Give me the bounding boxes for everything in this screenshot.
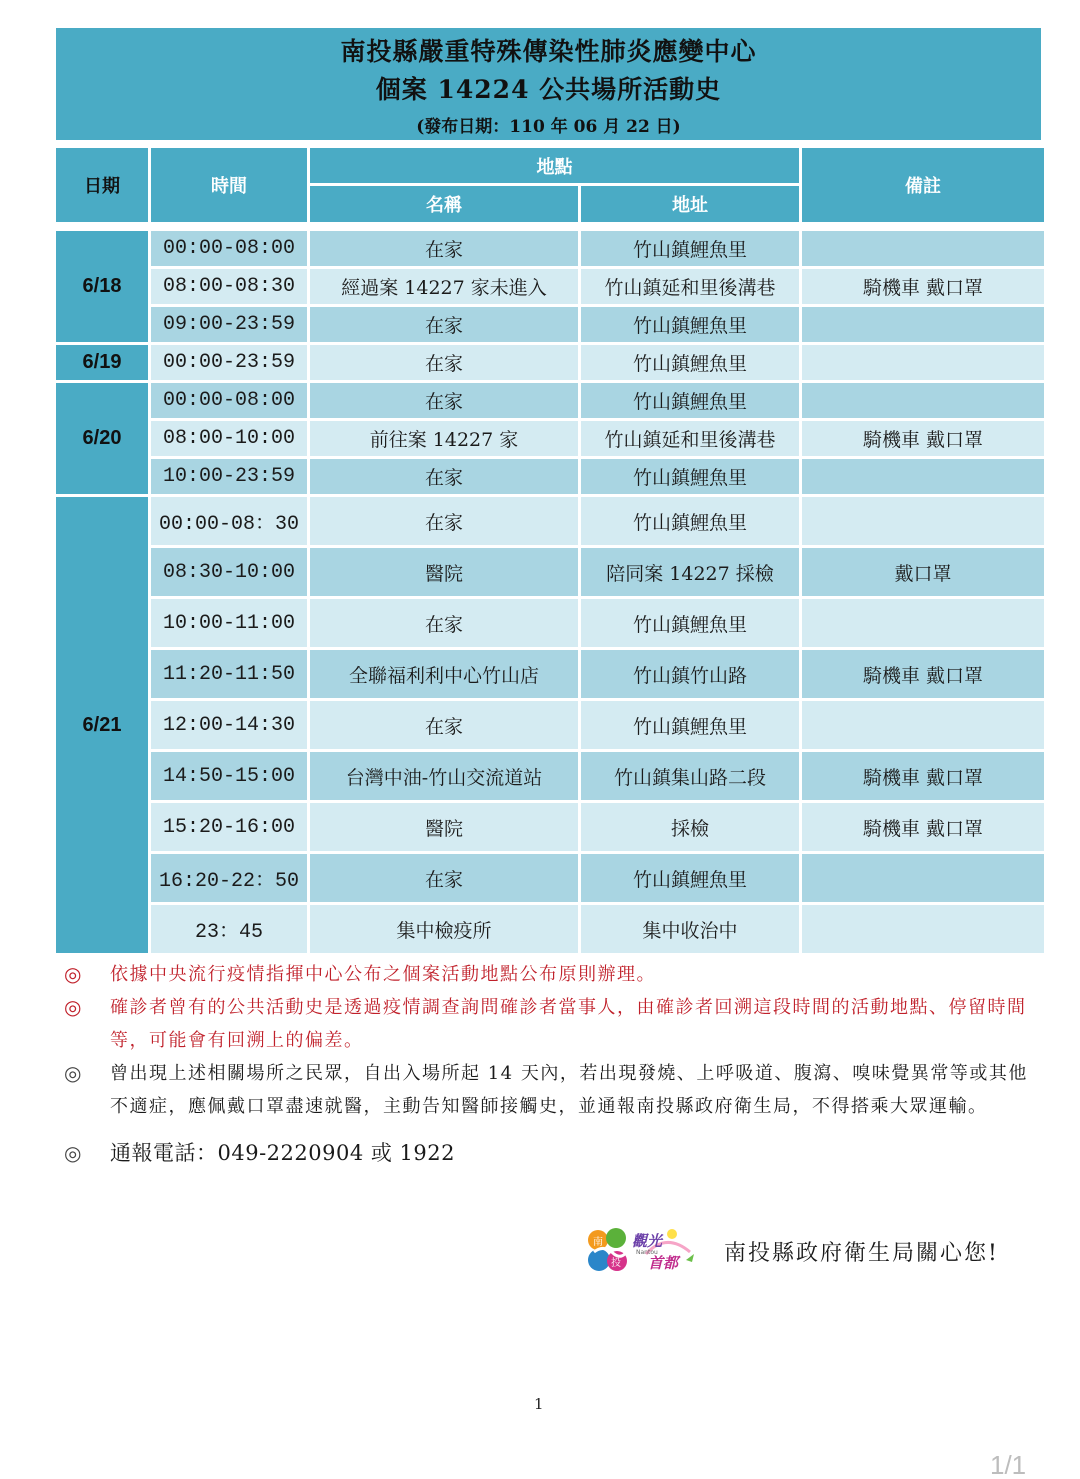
address-cell: 竹山鎮延和里後溝巷 xyxy=(581,269,799,304)
activity-table xyxy=(53,145,1047,956)
time-cell: 10:00-23:59 xyxy=(151,459,307,494)
note-cell: 騎機車 戴口罩 xyxy=(802,269,1044,304)
address-cell: 集中收治中 xyxy=(581,905,799,953)
table-row xyxy=(56,231,1044,266)
note-cell xyxy=(802,854,1044,902)
time-cell: 14:50-15:00 xyxy=(151,752,307,800)
table-row xyxy=(56,803,1044,851)
page-count-indicator: 1/1 xyxy=(990,1450,1027,1479)
note-cell: 騎機車 戴口罩 xyxy=(802,650,1044,698)
time-cell: 00:00-08:00 xyxy=(151,383,307,418)
signature-text: 南投縣政府衛生局關心您! xyxy=(724,1241,999,1266)
place-name-cell: 在家 xyxy=(310,599,578,647)
table-row xyxy=(56,459,1044,494)
note-cell xyxy=(802,345,1044,380)
time-cell: 00:00-23:59 xyxy=(151,345,307,380)
note-cell: 騎機車 戴口罩 xyxy=(802,803,1044,851)
note-cell: 騎機車 戴口罩 xyxy=(802,421,1044,456)
place-name-cell: 在家 xyxy=(310,307,578,342)
svg-text:Nantou: Nantou xyxy=(636,1249,658,1256)
note-cell xyxy=(802,383,1044,418)
column-header-name: 名稱 xyxy=(310,186,578,222)
title-case: 個案 14224 公共場所活動史 xyxy=(375,75,722,104)
table-row xyxy=(56,497,1044,545)
table-row xyxy=(56,650,1044,698)
page-number: 1 xyxy=(534,1395,544,1413)
time-cell: 10:00-11:00 xyxy=(151,599,307,647)
column-header-address: 地址 xyxy=(581,186,799,222)
note-cell xyxy=(802,497,1044,545)
bullet-icon: ◎ xyxy=(64,995,83,1019)
address-cell: 竹山鎮鯉魚里 xyxy=(581,701,799,749)
table-row xyxy=(56,269,1044,304)
place-name-cell: 全聯福利利中心竹山店 xyxy=(310,650,578,698)
place-name-cell: 醫院 xyxy=(310,548,578,596)
place-name-cell: 在家 xyxy=(310,459,578,494)
date-cell: 6/19 xyxy=(56,345,148,380)
note-cell xyxy=(802,307,1044,342)
notes-section xyxy=(62,958,1037,1170)
address-cell: 竹山鎮鯉魚里 xyxy=(581,599,799,647)
table-row xyxy=(56,752,1044,800)
table-row xyxy=(56,701,1044,749)
time-cell: 15:20-16:00 xyxy=(151,803,307,851)
place-name-cell: 在家 xyxy=(310,345,578,380)
address-cell: 陪同案 14227 採檢 xyxy=(581,548,799,596)
bullet-icon: ◎ xyxy=(64,1061,83,1085)
bullet-icon: ◎ xyxy=(64,1141,82,1165)
address-cell: 竹山鎮鯉魚里 xyxy=(581,497,799,545)
address-cell: 竹山鎮鯉魚里 xyxy=(581,231,799,266)
address-cell: 竹山鎮鯉魚里 xyxy=(581,307,799,342)
date-cell: 6/20 xyxy=(56,383,148,494)
place-name-cell: 集中檢疫所 xyxy=(310,905,578,953)
place-name-cell: 在家 xyxy=(310,701,578,749)
note-text: 確診者曾有的公共活動史是透過疫情調查詢問確診者當事人，由確診者回溯這段時間的活動地點、停留時間等，可能會有回溯上的偏差。 xyxy=(110,997,1027,1051)
address-cell: 竹山鎮鯉魚里 xyxy=(581,345,799,380)
table-row xyxy=(56,548,1044,596)
time-cell: 08:00-08:30 xyxy=(151,269,307,304)
title-agency: 南投縣嚴重特殊傳染性肺炎應變中心 xyxy=(340,37,757,66)
time-cell: 12:00-14:30 xyxy=(151,701,307,749)
svg-text:投: 投 xyxy=(611,1258,621,1269)
note-cell xyxy=(802,905,1044,953)
address-cell: 竹山鎮鯉魚里 xyxy=(581,383,799,418)
place-name-cell: 前往案 14227 家 xyxy=(310,421,578,456)
note-item xyxy=(62,1057,1037,1123)
date-cell: 6/18 xyxy=(56,231,148,342)
table-row xyxy=(56,905,1044,953)
column-header-location: 地點 xyxy=(310,148,799,183)
time-cell: 08:30-10:00 xyxy=(151,548,307,596)
place-name-cell: 在家 xyxy=(310,497,578,545)
place-name-cell: 台灣中油-竹山交流道站 xyxy=(310,752,578,800)
note-cell xyxy=(802,701,1044,749)
table-row xyxy=(56,307,1044,342)
svg-text:觀光: 觀光 xyxy=(632,1232,663,1250)
note-cell xyxy=(802,459,1044,494)
note-cell xyxy=(802,231,1044,266)
note-item xyxy=(62,991,1037,1057)
address-cell: 竹山鎮鯉魚里 xyxy=(581,854,799,902)
note-text: 依據中央流行疫情指揮中心公布之個案活動地點公布原則辦理。 xyxy=(110,964,656,985)
table-row xyxy=(56,599,1044,647)
address-cell: 採檢 xyxy=(581,803,799,851)
address-cell: 竹山鎮延和里後溝巷 xyxy=(581,421,799,456)
publish-date: (發布日期：110 年 06 月 22 日) xyxy=(416,117,681,137)
place-name-cell: 在家 xyxy=(310,231,578,266)
table-row xyxy=(56,345,1044,380)
nantou-tourism-logo xyxy=(586,1226,710,1274)
column-header-date: 日期 xyxy=(56,148,148,222)
table-row xyxy=(56,421,1044,456)
address-cell: 竹山鎮竹山路 xyxy=(581,650,799,698)
place-name-cell: 醫院 xyxy=(310,803,578,851)
time-cell: 00:00-08：30 xyxy=(151,497,307,545)
time-cell: 09:00-23:59 xyxy=(151,307,307,342)
table-row xyxy=(56,854,1044,902)
title-banner xyxy=(56,28,1041,140)
time-cell: 00:00-08:00 xyxy=(151,231,307,266)
address-cell: 竹山鎮集山路二段 xyxy=(581,752,799,800)
svg-text:南: 南 xyxy=(593,1237,603,1248)
place-name-cell: 在家 xyxy=(310,383,578,418)
time-cell: 11:20-11:50 xyxy=(151,650,307,698)
note-item-phone xyxy=(62,1137,1037,1170)
column-header-note: 備註 xyxy=(802,148,1044,222)
svg-text:首都: 首都 xyxy=(648,1254,679,1272)
note-text: 曾出現上述相關場所之民眾，自出入場所起 14 天內，若出現發燒、上呼吸道、腹瀉、嗅味覺異常等或其他不適症，應佩戴口罩盡速就醫，主動告知醫師接觸史，並通報南投縣政府衛生局，不得搭乘大眾運輸。 xyxy=(110,1063,1028,1117)
address-cell: 竹山鎮鯉魚里 xyxy=(581,459,799,494)
bullet-icon: ◎ xyxy=(64,962,83,986)
column-header-time: 時間 xyxy=(151,148,307,222)
table-row xyxy=(56,383,1044,418)
place-name-cell: 經過案 14227 家未進入 xyxy=(310,269,578,304)
note-cell xyxy=(802,599,1044,647)
date-cell: 6/21 xyxy=(56,497,148,953)
report-phone: 通報電話：049-2220904 或 1922 xyxy=(110,1141,455,1165)
logo-graphic-icon xyxy=(586,1226,710,1274)
time-cell: 08:00-10:00 xyxy=(151,421,307,456)
place-name-cell: 在家 xyxy=(310,854,578,902)
time-cell: 23：45 xyxy=(151,905,307,953)
time-cell: 16:20-22：50 xyxy=(151,854,307,902)
note-item xyxy=(62,958,1037,991)
note-cell: 騎機車 戴口罩 xyxy=(802,752,1044,800)
note-cell: 戴口罩 xyxy=(802,548,1044,596)
